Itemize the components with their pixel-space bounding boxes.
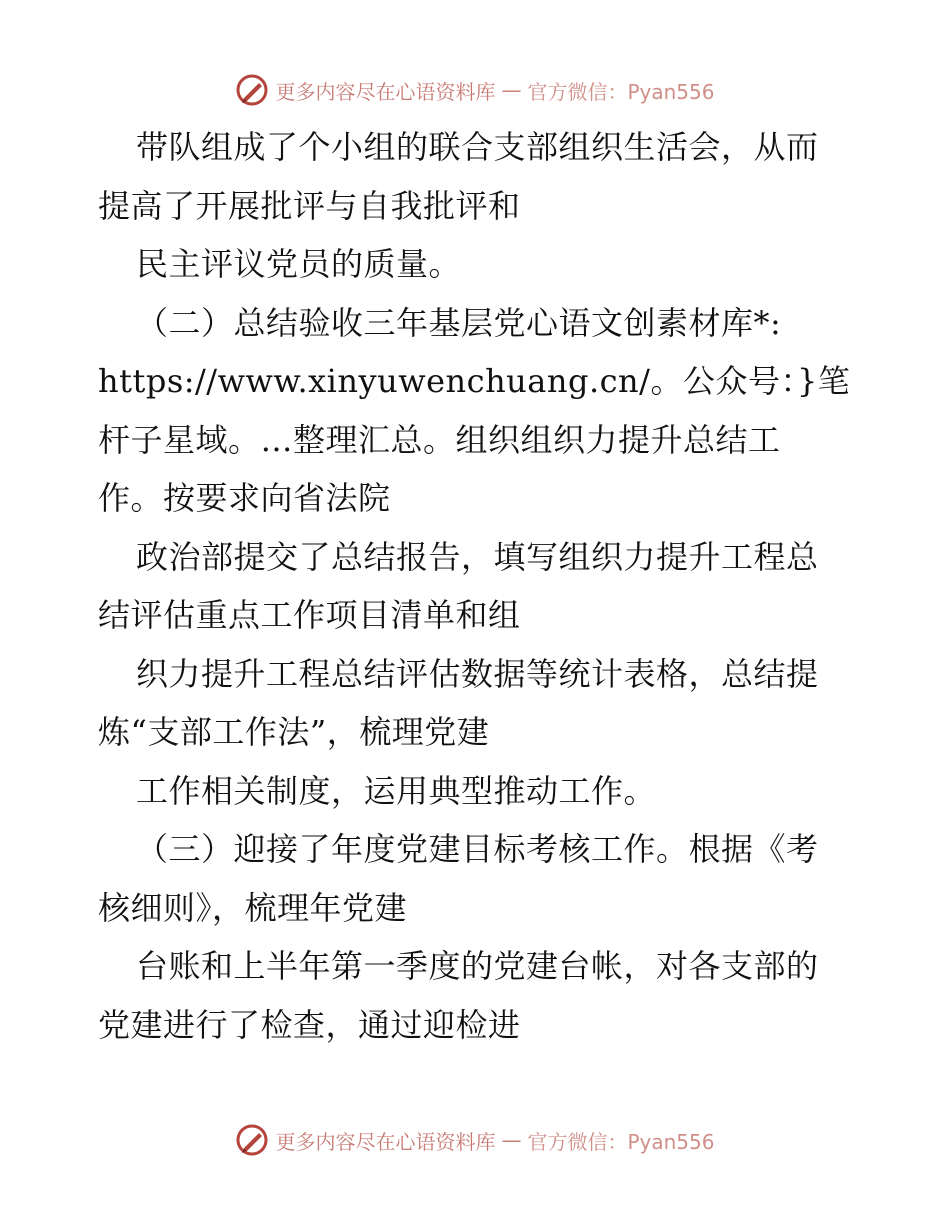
body-line: 结评估重点工作项目清单和组 [98,596,521,634]
body-line: 炼“支部工作法”，梳理党建 [98,713,490,751]
body-line: 党建进行了检查，通过迎检进 [98,1005,521,1044]
body-line: 提高了开展批评与自我批评和 [98,186,521,225]
header-wechat-text: 官方微信：Pyan556 [527,79,715,104]
document-body [98,118,858,1054]
body-line: 工作相关制度，运用典型推动工作。 [136,771,657,810]
body-line: 政治部提交了总结报告，填写组织力提升工程总 [136,537,819,576]
footer-wechat-text: 官方微信：Pyan556 [527,1129,715,1154]
body-line: （二）总结验收三年基层党心语文创素材库*: [136,303,782,342]
body-line: 杆子星域。…整理汇总。组织组织力提升总结工 [98,420,781,459]
footer-dash: — [501,1128,522,1152]
pen-logo-icon [235,73,269,107]
body-line: 民主评议党员的质量。 [136,245,462,283]
body-line: 核细则》，梳理年党建 [98,888,408,927]
body-line: （三）迎接了年度党建目标考核工作。根据《考 [136,830,819,868]
header-brand-text: 更多内容尽在心语资料库 [275,79,496,104]
footer-brand-text: 更多内容尽在心语资料库 [275,1129,496,1154]
body-line: 台账和上半年第一季度的党建台帐，对各支部的 [136,947,819,985]
pen-logo-icon [235,1123,269,1157]
body-line: https://www.xinyuwenchuang.cn/。公众号：}笔 [98,362,851,400]
header-watermark [0,70,950,110]
body-line: 作。按要求向省法院 [98,479,391,517]
footer-watermark [0,1120,950,1160]
body-line: 带队组成了个小组的联合支部组织生活会，从而 [136,128,819,166]
header-dash: — [501,78,522,102]
body-line: 织力提升工程总结评估数据等统计表格，总结提 [136,654,819,693]
